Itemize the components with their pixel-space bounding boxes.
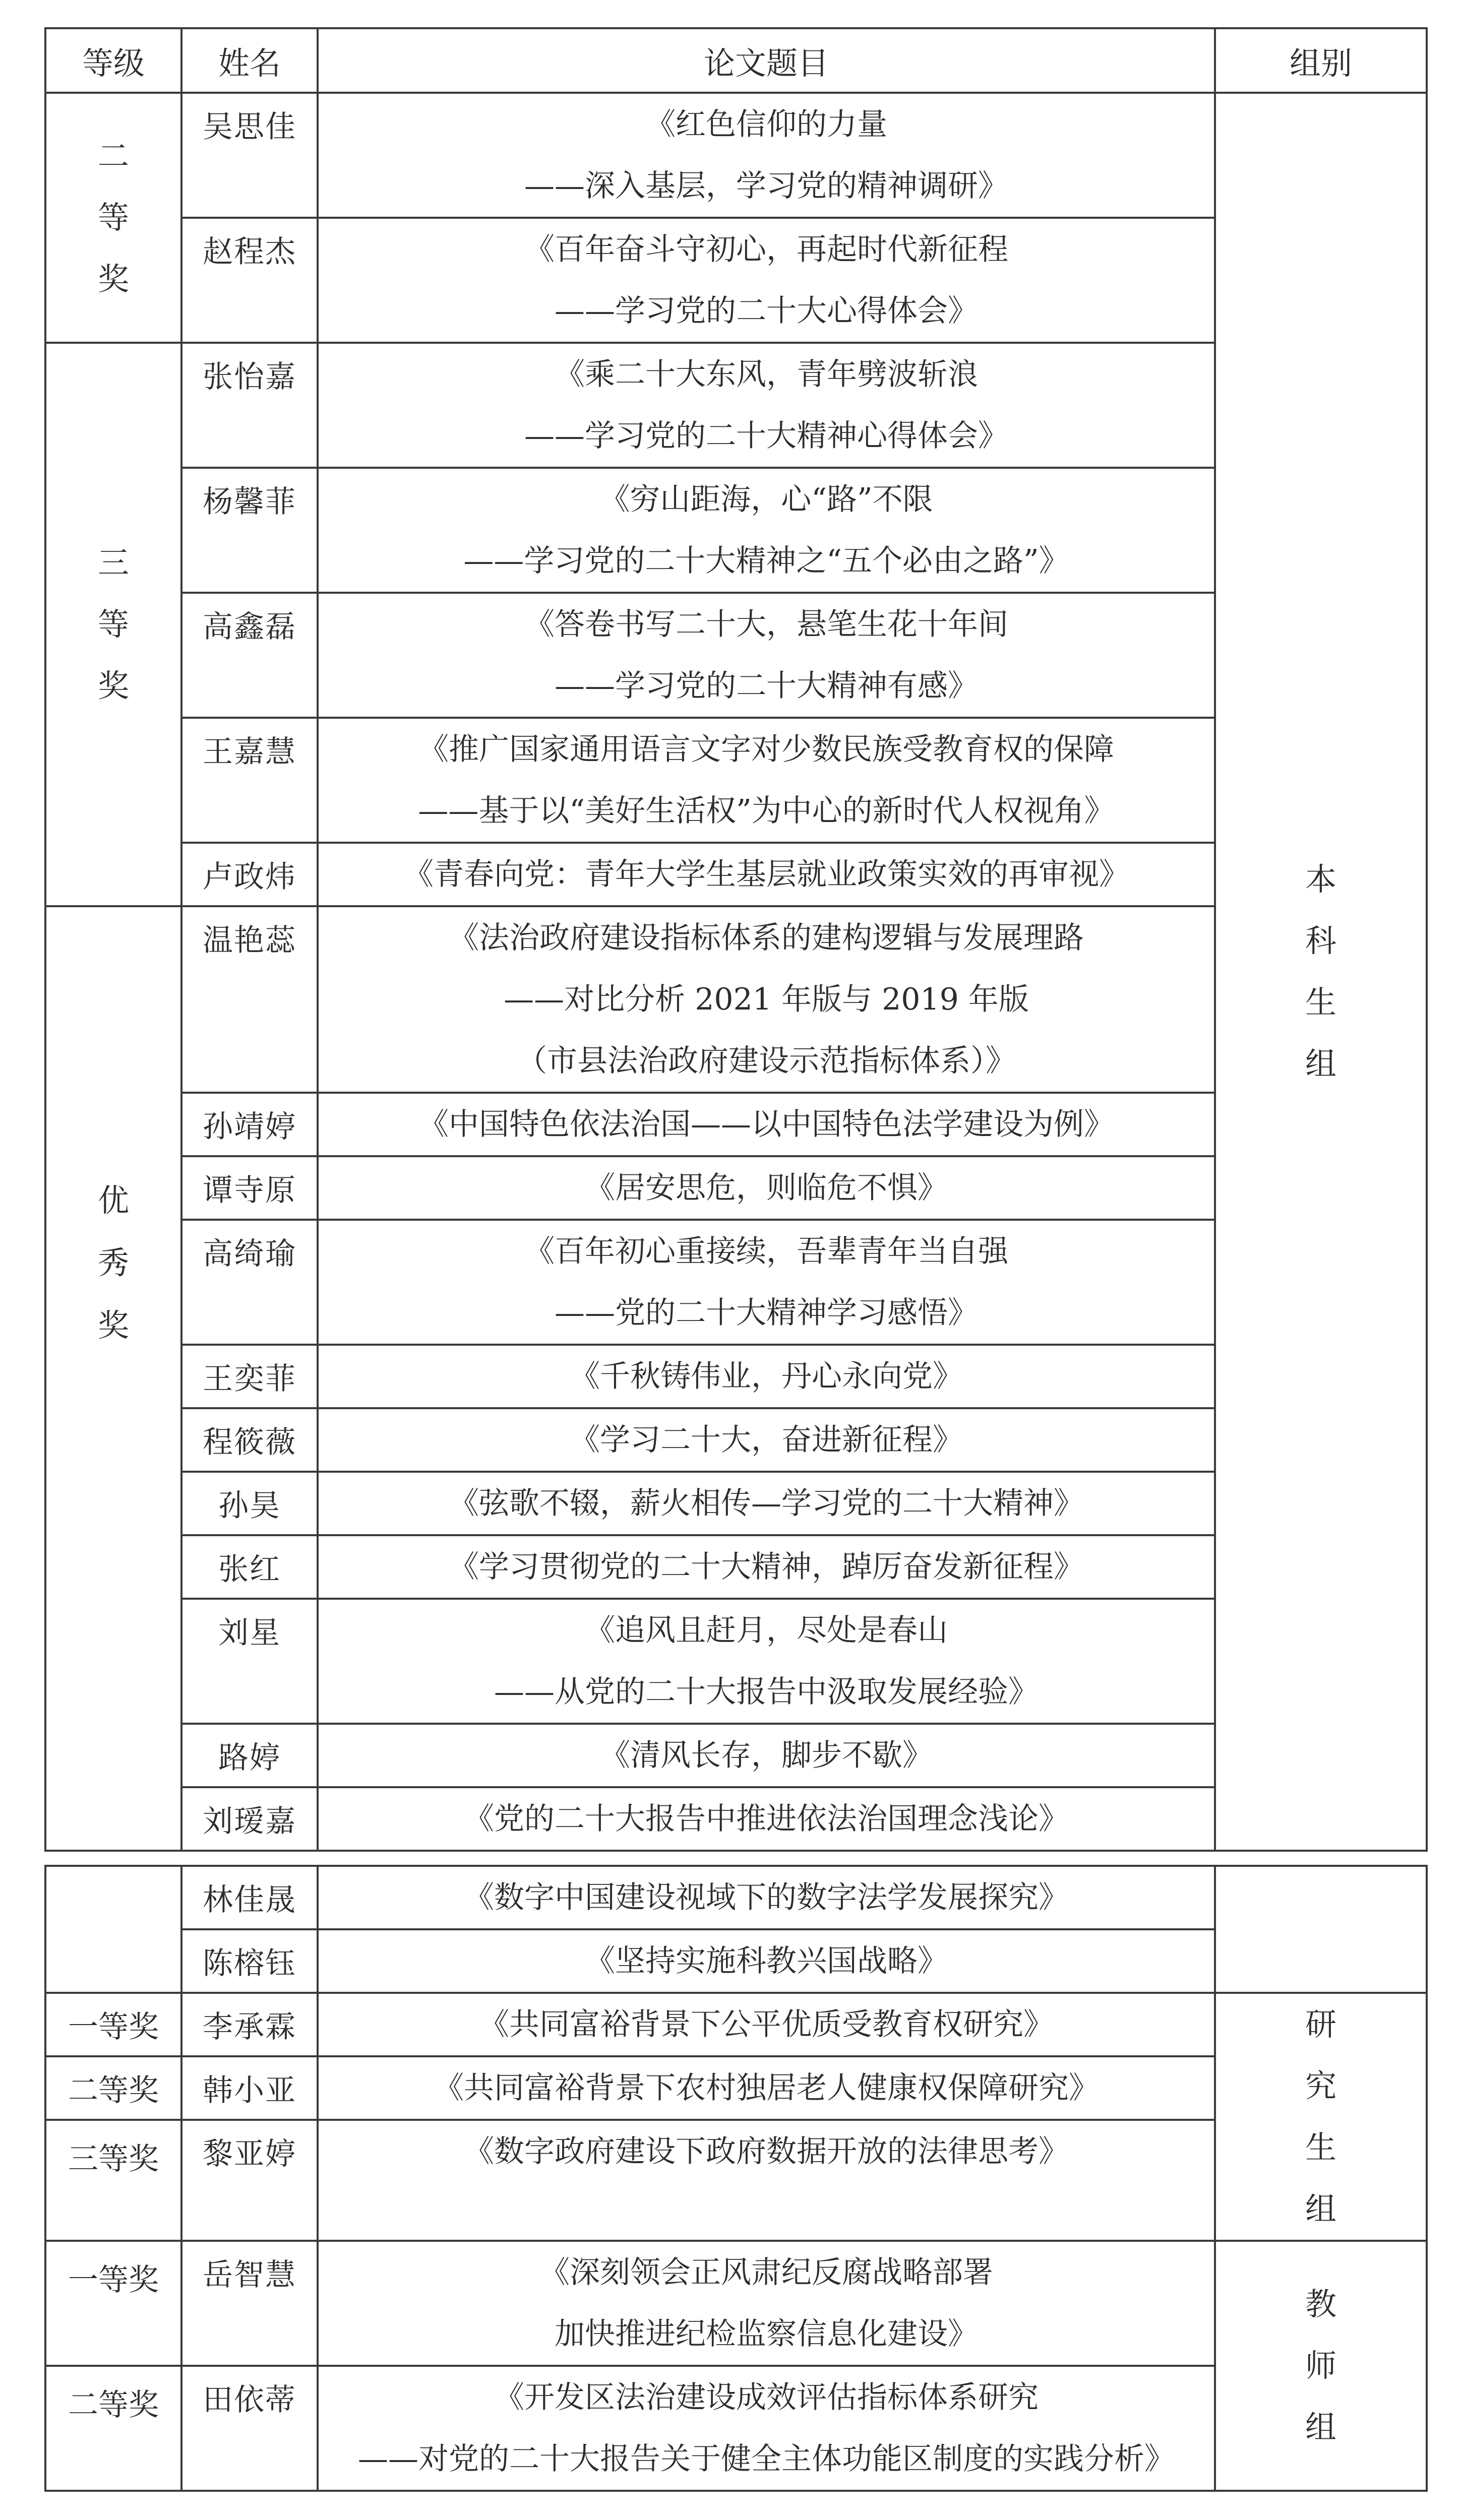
paper-title [318,593,1215,718]
vertical-char: 生 [1305,2129,1336,2166]
vertical-char: 师 [1305,2347,1336,2384]
level-cell: 一等奖 [45,2241,181,2366]
level-cell: 二等奖 [45,2366,181,2491]
group-cell-graduate [1215,1993,1427,2241]
title-line: 《学习贯彻党的二十大精神，踔厉奋发新征程》 [449,1549,1084,1585]
vertical-char: 研 [1305,2006,1336,2043]
title-line: 《党的二十大报告中推进依法治国理念浅论》 [464,1801,1069,1837]
title-line: 《百年奋斗守初心，再起时代新征程 [524,232,1008,267]
title-line: 加快推进纪检监察信息化建设》 [555,2316,978,2352]
paper-title [318,1345,1215,1408]
vertical-char: 奖 [97,1307,129,1344]
level-cell [45,343,181,906]
author-name: 林佳晟 [181,1866,318,1929]
paper-title [318,1866,1215,1929]
title-line: 《共同富裕背景下公平优质受教育权研究》 [479,2007,1054,2042]
vertical-text [1216,2274,1426,2458]
author-name: 刘星 [181,1599,318,1724]
title-line: ——学习党的二十大精神有感》 [555,668,978,704]
title-line: ——对党的二十大报告关于健全主体功能区制度的实践分析》 [358,2441,1175,2477]
author-name: 陈榕钰 [181,1929,318,1993]
title-line: 《法治政府建设指标体系的建构逻辑与发展理路 [449,920,1084,956]
vertical-char: 秀 [97,1244,129,1281]
header-group: 组别 [1215,28,1427,93]
vertical-text [46,1169,180,1357]
level-cell [45,906,181,1851]
title-line: 《百年初心重接续，吾辈青年当自强 [524,1234,1008,1269]
vertical-char: 优 [97,1182,129,1219]
paper-title [318,1993,1215,2056]
vertical-char: 教 [1305,2286,1336,2322]
title-line: 《中国特色依法治国——以中国特色法学建设为例》 [418,1107,1114,1142]
table-header-row [45,28,1427,93]
level-cell: 三等奖 [45,2120,181,2241]
paper-title [318,1929,1215,1993]
author-name: 高鑫磊 [181,593,318,718]
title-line: 《居安思危，则临危不惧》 [585,1170,948,1206]
table-row [45,2241,1427,2366]
level-cell: 二等奖 [45,2056,181,2120]
title-line: ——党的二十大精神学习感悟》 [555,1295,978,1331]
undergrad-award-table [44,27,1428,1852]
title-line: 《追风且赶月，尽处是春山 [585,1613,948,1648]
graduate-faculty-award-table [44,1865,1428,2492]
title-line: 《深刻领会正风肃纪反腐战略部署 [539,2255,993,2290]
table-row [45,1866,1427,1929]
title-line: ——对比分析 2021 年版与 2019 年版 [504,982,1029,1017]
paper-title [318,1408,1215,1472]
paper-title [318,2120,1215,2241]
title-line: 《清风长存，脚步不歇》 [600,1738,933,1773]
vertical-char: 奖 [97,261,129,297]
title-line: 《穷山距海，心“路”不限 [599,482,933,517]
group-cell-faculty [1215,2241,1427,2491]
vertical-text [1216,1994,1426,2240]
vertical-text [1216,849,1426,1095]
author-name: 谭寺原 [181,1156,318,1220]
paper-title [318,1093,1215,1156]
vertical-char: 组 [1305,2190,1336,2227]
title-line: 《共同富裕背景下农村独居老人健康权保障研究》 [434,2070,1099,2106]
table-row [45,1993,1427,2056]
paper-title [318,1535,1215,1599]
author-name: 张红 [181,1535,318,1599]
title-line: ——学习党的二十大精神心得体会》 [524,418,1008,454]
paper-title [318,2056,1215,2120]
author-name: 高绮瑜 [181,1220,318,1345]
vertical-char: 等 [97,199,129,236]
paper-title [318,1724,1215,1787]
title-line: ——基于以“美好生活权”为中心的新时代人权视角》 [418,793,1115,829]
paper-title [318,343,1215,468]
title-line: ——深入基层，学习党的精神调研》 [524,168,1008,204]
author-name: 杨馨菲 [181,468,318,593]
author-name: 李承霖 [181,1993,318,2056]
title-line: 《红色信仰的力量 [645,107,887,142]
author-name: 赵程杰 [181,218,318,343]
title-line: 《坚持实施科教兴国战略》 [585,1943,948,1979]
author-name: 孙靖婷 [181,1093,318,1156]
paper-title [318,93,1215,218]
paper-title [318,1156,1215,1220]
author-name: 王嘉慧 [181,718,318,843]
title-line: ——从党的二十大报告中汲取发展经验》 [494,1674,1039,1710]
author-name: 卢政炜 [181,843,318,906]
group-cell-empty [1215,1866,1427,1993]
author-name: 程筱薇 [181,1408,318,1472]
vertical-char: 三 [97,544,129,581]
vertical-char: 组 [1305,2409,1336,2445]
author-name: 韩小亚 [181,2056,318,2120]
title-line: ——学习党的二十大精神之“五个必由之路”》 [463,543,1069,579]
header-name: 姓名 [181,28,318,93]
header-level: 等级 [45,28,181,93]
paper-title [318,2241,1215,2366]
paper-title [318,843,1215,906]
title-line: 《千秋铸伟业，丹心永向党》 [570,1359,963,1394]
vertical-text [46,532,180,717]
vertical-char: 等 [97,606,129,643]
title-line: 《数字中国建设视域下的数字法学发展探究》 [464,1880,1069,1915]
author-name: 温艳蕊 [181,906,318,1093]
vertical-char: 究 [1305,2067,1336,2104]
paper-title [318,218,1215,343]
vertical-char: 奖 [97,667,129,704]
level-cell [45,93,181,343]
vertical-char: 二 [97,138,129,174]
vertical-char: 生 [1305,984,1336,1021]
author-name: 孙昊 [181,1472,318,1535]
group-cell-undergrad [1215,93,1427,1851]
vertical-char: 本 [1305,861,1336,898]
level-cell-empty [45,1866,181,1993]
vertical-char: 组 [1305,1045,1336,1082]
paper-title [318,1220,1215,1345]
title-line: ——学习党的二十大心得体会》 [555,293,978,329]
title-line: 《数字政府建设下政府数据开放的法律思考》 [464,2134,1069,2169]
author-name: 黎亚婷 [181,2120,318,2241]
paper-title [318,1787,1215,1851]
paper-title [318,2366,1215,2491]
title-line: （市县法治政府建设示范指标体系）》 [517,1043,1016,1079]
header-title: 论文题目 [318,28,1215,93]
author-name: 张怡嘉 [181,343,318,468]
title-line: 《乘二十大东风，青年劈波斩浪 [555,357,978,392]
author-name: 王奕菲 [181,1345,318,1408]
paper-title [318,906,1215,1093]
author-name: 岳智慧 [181,2241,318,2366]
paper-title [318,468,1215,593]
title-line: 《青春向党：青年大学生基层就业政策实效的再审视》 [403,857,1129,892]
paper-title [318,1599,1215,1724]
title-line: 《学习二十大，奋进新征程》 [570,1422,963,1458]
author-name: 吴思佳 [181,93,318,218]
vertical-char: 科 [1305,922,1336,959]
title-line: 《推广国家通用语言文字对少数民族受教育权的保障 [418,732,1114,767]
title-line: 《开发区法治建设成效评估指标体系研究 [494,2380,1039,2415]
title-line: 《答卷书写二十大，悬笔生花十年间 [524,607,1008,642]
level-cell: 一等奖 [45,1993,181,2056]
title-line: 《弦歌不辍，薪火相传—学习党的二十大精神》 [449,1486,1084,1521]
author-name: 刘瑷嘉 [181,1787,318,1851]
author-name: 田依蒂 [181,2366,318,2491]
author-name: 路婷 [181,1724,318,1787]
paper-title [318,718,1215,843]
paper-title [318,1472,1215,1535]
table-row [45,93,1427,218]
vertical-text [46,125,180,310]
